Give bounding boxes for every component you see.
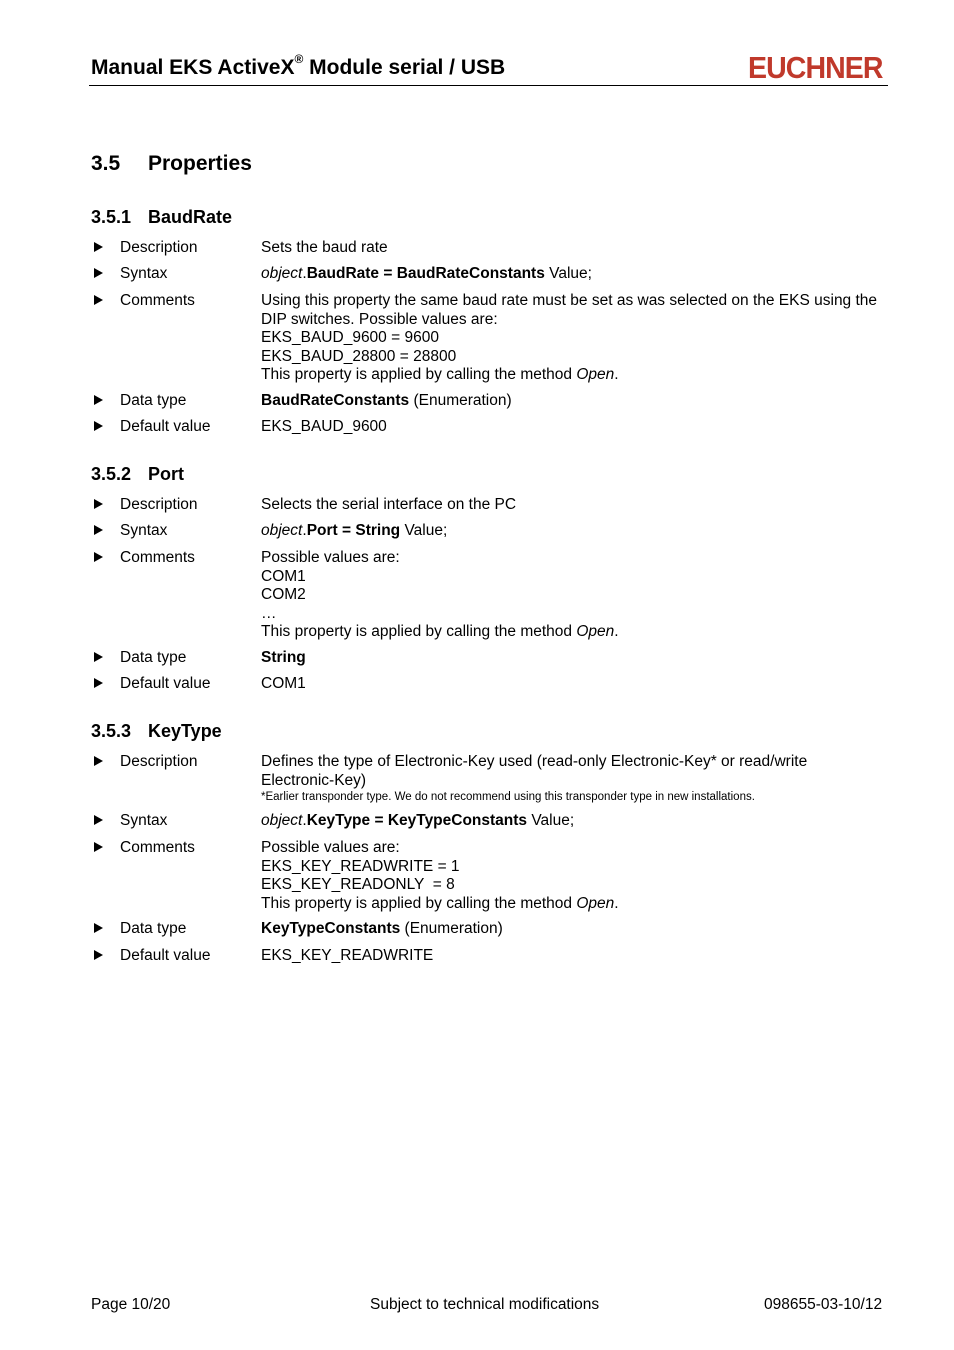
section-number: 3.5 xyxy=(91,152,121,175)
bullet-icon xyxy=(94,268,103,278)
comments-line: EKS_BAUD_9600 = 9600 xyxy=(261,329,439,346)
comments-line: Using this property the same baud rate must be set as was selected on the EKS using the DIP switches. Possible values are: xyxy=(261,292,878,328)
row-label: Description xyxy=(120,496,198,513)
subsection-title: Port xyxy=(148,464,184,484)
comments-line: Possible values are: xyxy=(261,839,400,856)
title-rest: Module serial / USB xyxy=(303,56,506,79)
row-label: Comments xyxy=(120,549,195,566)
row-value xyxy=(261,947,881,966)
footnote-text: *Earlier transponder type. We do not recommend using this transponder type in new installations. xyxy=(261,791,755,803)
comments-line: This property is applied by calling the method xyxy=(261,894,577,912)
row-label: Default value xyxy=(120,675,211,692)
row-value: object.Port = String Value; xyxy=(261,522,448,539)
subsection-heading-port xyxy=(91,464,184,485)
comments-line: COM2 xyxy=(261,586,306,603)
row-value xyxy=(261,392,881,411)
datatype-tail: (Enumeration) xyxy=(409,392,512,409)
comments-line: Possible values are: xyxy=(261,549,400,566)
title-main: Manual EKS ActiveX xyxy=(91,56,295,79)
datatype-tail: (Enumeration) xyxy=(400,920,503,937)
row-value xyxy=(261,920,881,939)
row-value xyxy=(261,418,881,437)
row-value xyxy=(261,675,881,694)
bullet-icon xyxy=(94,756,103,766)
bullet-icon xyxy=(94,652,103,662)
section-heading xyxy=(91,152,252,176)
section-title: Properties xyxy=(148,152,252,175)
row-label: Default value xyxy=(120,418,211,435)
document-title xyxy=(91,52,506,80)
row-value: Possible values are: EKS_KEY_READWRITE = 1 EKS_KEY_READONLY = 8 This property is applied by calling the method Open. xyxy=(261,839,881,913)
comments-line: This property is applied by calling the method xyxy=(261,623,577,640)
description-text: Selects the serial interface on the PC xyxy=(261,496,517,513)
comments-line: EKS_KEY_READWRITE = 1 xyxy=(261,857,460,875)
bullet-icon xyxy=(94,525,103,535)
bullet-icon xyxy=(94,552,103,562)
syntax-object: object xyxy=(261,812,303,829)
syntax-tail: Value; xyxy=(544,265,592,282)
row-value xyxy=(261,753,881,804)
row-label: Data type xyxy=(120,920,187,937)
bullet-icon xyxy=(94,295,103,305)
method-name: Open xyxy=(576,623,615,640)
subsection-number: 3.5.3 xyxy=(91,721,132,741)
method-name: Open xyxy=(576,366,615,383)
syntax-object: object xyxy=(261,265,303,282)
row-label: Comments xyxy=(120,292,195,309)
bullet-icon xyxy=(94,395,103,405)
page-number: Page 10/20 xyxy=(91,1296,171,1313)
datatype-bold: String xyxy=(261,649,306,666)
row-value: object.KeyType = KeyTypeConstants Value; xyxy=(261,812,575,829)
row-label: Syntax xyxy=(120,812,168,829)
subsection-title: BaudRate xyxy=(148,207,233,227)
row-label: Default value xyxy=(120,947,211,964)
comments-line: EKS_BAUD_28800 = 28800 xyxy=(261,347,457,365)
default-value: EKS_KEY_READWRITE xyxy=(261,947,434,964)
bullet-icon xyxy=(94,950,103,960)
bullet-icon xyxy=(94,499,103,509)
description-text: Defines the type of Electronic-Key used (read-only Electronic-Key* or read/write Electronic-Key) xyxy=(261,753,808,789)
bullet-icon xyxy=(94,242,103,252)
row-label: Data type xyxy=(120,392,187,409)
default-value: EKS_BAUD_9600 xyxy=(261,418,387,435)
row-value: object.BaudRate = BaudRateConstants Value; xyxy=(261,265,592,282)
row-label: Syntax xyxy=(120,265,168,282)
euchner-logo: EUCHNER xyxy=(748,50,883,85)
row-label: Description xyxy=(120,753,198,770)
bullet-icon xyxy=(94,421,103,431)
row-label: Data type xyxy=(120,649,187,666)
datatype-bold: BaudRateConstants xyxy=(261,392,410,409)
header-divider xyxy=(89,85,888,86)
subsection-heading-keytype xyxy=(91,721,222,742)
default-value: COM1 xyxy=(261,675,306,692)
subsection-heading-baudrate xyxy=(91,207,232,228)
comments-line: COM1 xyxy=(261,567,306,585)
bullet-icon xyxy=(94,815,103,825)
document-id: 098655-03-10/12 xyxy=(764,1296,883,1313)
syntax-tail: Value; xyxy=(527,812,575,829)
syntax-bold: BaudRate = BaudRateConstants xyxy=(306,265,545,282)
bullet-icon xyxy=(94,678,103,688)
datatype-bold: KeyTypeConstants xyxy=(261,920,401,937)
footer-notice: Subject to technical modifications xyxy=(370,1296,600,1313)
row-label: Description xyxy=(120,239,198,256)
bullet-icon xyxy=(94,923,103,933)
method-name: Open xyxy=(576,894,615,912)
syntax-bold: KeyType = KeyTypeConstants xyxy=(306,812,528,829)
row-value xyxy=(261,649,881,668)
description-text: Sets the baud rate xyxy=(261,239,388,256)
syntax-tail: Value; xyxy=(400,522,448,539)
syntax-object: object xyxy=(261,522,303,539)
registered-mark: ® xyxy=(294,52,304,66)
row-value: Using this property the same baud rate must be set as was selected on the EKS using the DIP switches. Possible values are: EKS_BAUD_9600 = 9600 EKS_BAUD_28800 = 28800 This property is applied by calling the method Open. xyxy=(261,292,881,385)
comments-line: This property is applied by calling the method xyxy=(261,366,577,383)
row-value xyxy=(261,239,881,258)
comments-line: EKS_KEY_READONLY = 8 xyxy=(261,876,455,893)
subsection-number: 3.5.1 xyxy=(91,207,132,227)
subsection-title: KeyType xyxy=(148,721,222,741)
comments-line: … xyxy=(261,604,277,622)
row-value: Possible values are: COM1 COM2 … This property is applied by calling the method Open. xyxy=(261,549,881,642)
row-label: Comments xyxy=(120,839,195,856)
row-label: Syntax xyxy=(120,522,168,539)
syntax-bold: Port = String xyxy=(306,522,401,539)
bullet-icon xyxy=(94,842,103,852)
row-value xyxy=(261,496,881,515)
subsection-number: 3.5.2 xyxy=(91,464,132,484)
